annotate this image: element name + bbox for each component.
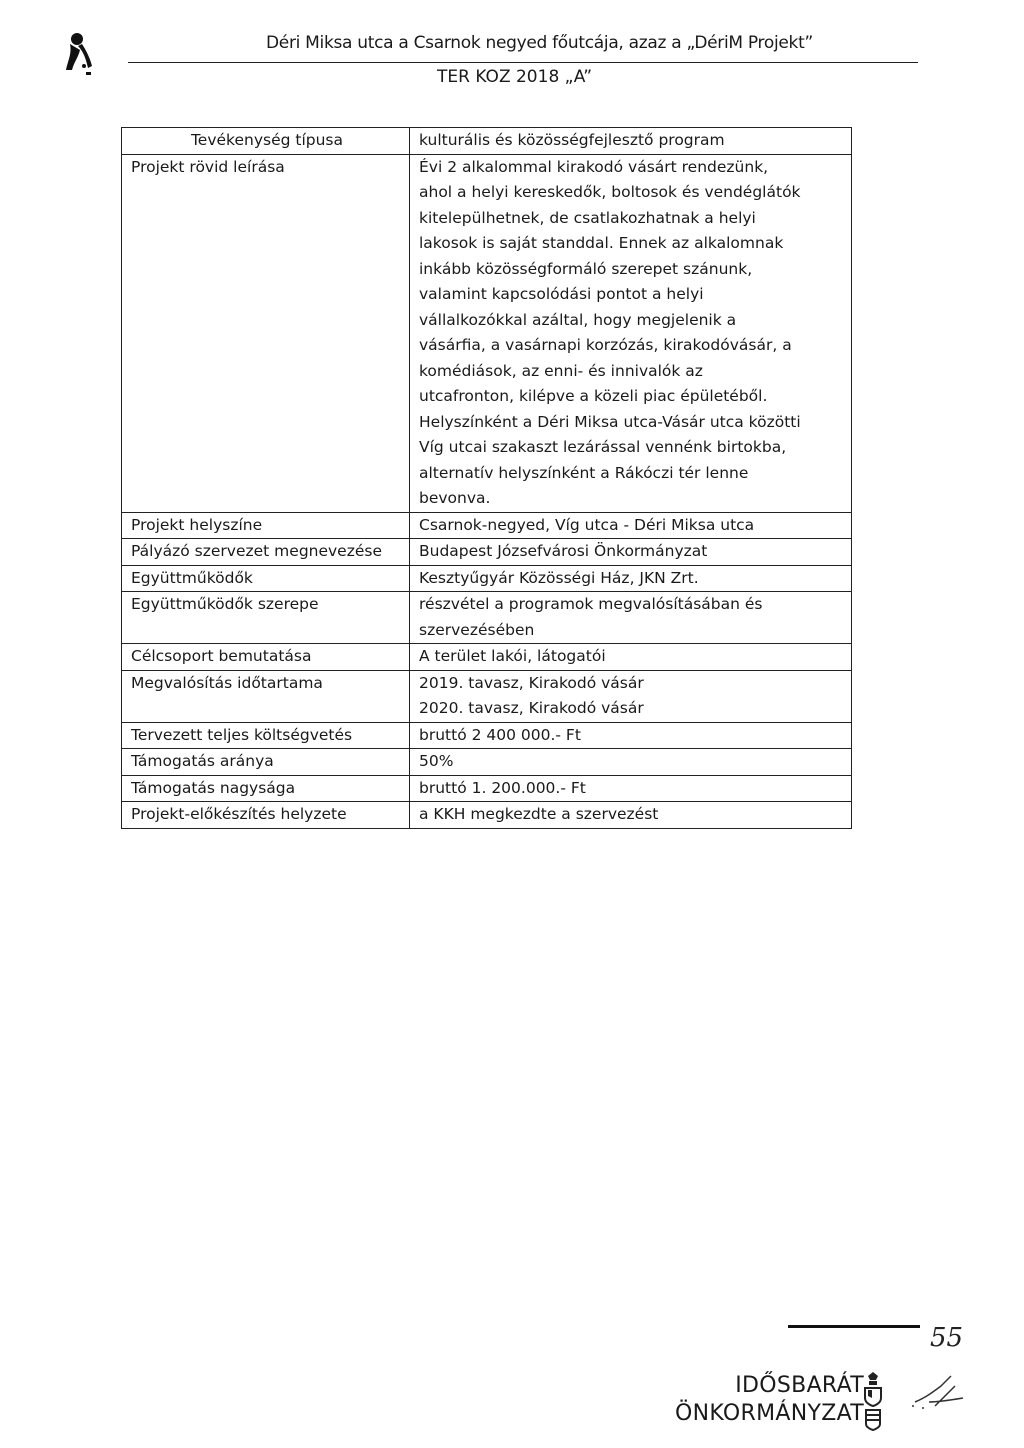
row-value: A terület lakói, látogatói xyxy=(410,644,852,671)
description-line: inkább közösségformáló szerepet szánunk, xyxy=(419,259,753,278)
table-row xyxy=(122,749,852,776)
description-line: komédiások, az enni- és innivalók az xyxy=(419,361,703,380)
row-label: Támogatás nagysága xyxy=(122,775,410,802)
table-row xyxy=(122,592,852,644)
description-line: alternatív helyszínként a Rákóczi tér lenne xyxy=(419,463,749,482)
brand-text xyxy=(622,1372,864,1428)
description-line: ahol a helyi kereskedők, boltosok és vendéglátók xyxy=(419,183,801,201)
row-label: Tervezett teljes költségvetés xyxy=(122,722,410,749)
description-line: Évi 2 alkalommal kirakodó vásárt rendezünk, xyxy=(419,157,769,176)
row-label: Projekt rövid leírása xyxy=(122,154,410,512)
table-row xyxy=(122,539,852,566)
footer-divider xyxy=(788,1325,920,1328)
row-label: Támogatás aránya xyxy=(122,749,410,776)
table-row xyxy=(122,802,852,829)
value-line: részvétel a programok megvalósításában és xyxy=(419,595,763,613)
row-value: bruttó 2 400 000.- Ft xyxy=(410,722,852,749)
row-label: Együttműködők xyxy=(122,565,410,592)
row-value: Budapest Józsefvárosi Önkormányzat xyxy=(410,539,852,566)
row-value: Csarnok-negyed, Víg utca - Déri Miksa utca xyxy=(410,512,852,539)
description-line: Helyszínként a Déri Miksa utca-Vásár utca közötti xyxy=(419,412,801,431)
project-info-table xyxy=(121,127,852,829)
row-value: kulturális és közösségfejlesztő program xyxy=(410,128,852,155)
description-line: valamint kapcsolódási pontot a helyi xyxy=(419,285,704,303)
row-value xyxy=(410,592,852,644)
row-label: Tevékenység típusa xyxy=(122,128,410,155)
header-divider xyxy=(128,62,918,63)
table-row xyxy=(122,670,852,722)
table-row xyxy=(122,128,852,155)
description-line: kitelepülhetnek, de csatlakozhatnak a helyi xyxy=(419,208,756,227)
description-line: vásárfia, a vasárnapi korzózás, kirakodóvásár, a xyxy=(419,336,792,354)
table-row xyxy=(122,154,852,512)
row-value: bruttó 1. 200.000.- Ft xyxy=(410,775,852,802)
row-value: 50% xyxy=(410,749,852,776)
row-value xyxy=(410,670,852,722)
row-value: a KKH megkezdte a szervezést xyxy=(410,802,852,829)
document-header-code: TER KOZ 2018 „A” xyxy=(437,67,593,87)
description-line: bevonva. xyxy=(419,489,491,507)
table-row xyxy=(122,644,852,671)
table-row xyxy=(122,775,852,802)
table-row xyxy=(122,512,852,539)
value-line: 2019. tavasz, Kirakodó vásár xyxy=(419,673,644,692)
description-line: utcafronton, kilépve a közeli piac épületéből. xyxy=(419,387,768,405)
description-line: Víg utcai szakaszt lezárással vennénk birtokba, xyxy=(419,438,787,456)
row-label: Pályázó szervezet megnevezése xyxy=(122,539,410,566)
value-line: 2020. tavasz, Kirakodó vásár xyxy=(419,699,644,717)
document-header-title: Déri Miksa utca a Csarnok negyed főutcája, azaz a „DériM Projekt” xyxy=(266,33,813,53)
brand-line: ÖNKORMÁNYZAT xyxy=(675,1401,864,1426)
row-label: Célcsoport bemutatása xyxy=(122,644,410,671)
signature-mark xyxy=(905,1372,975,1412)
description-line: lakosok is saját standdal. Ennek az alkalomnak xyxy=(419,234,784,252)
description-line: vállalkozókkal azáltal, hogy megjelenik a xyxy=(419,310,737,329)
table-row xyxy=(122,565,852,592)
row-label: Projekt helyszíne xyxy=(122,512,410,539)
table-row xyxy=(122,722,852,749)
page-number: 55 xyxy=(930,1323,964,1353)
row-label: Megvalósítás időtartama xyxy=(122,670,410,722)
value-line: szervezésében xyxy=(419,620,535,639)
row-label: Együttműködők szerepe xyxy=(122,592,410,644)
row-label: Projekt-előkészítés helyzete xyxy=(122,802,410,829)
row-value: Kesztyűgyár Közösségi Ház, JKN Zrt. xyxy=(410,565,852,592)
brand-line: IDŐSBARÁT xyxy=(735,1373,864,1398)
coat-of-arms-icon xyxy=(858,1372,888,1432)
municipal-logo-icon xyxy=(58,30,108,78)
project-description xyxy=(410,154,852,512)
